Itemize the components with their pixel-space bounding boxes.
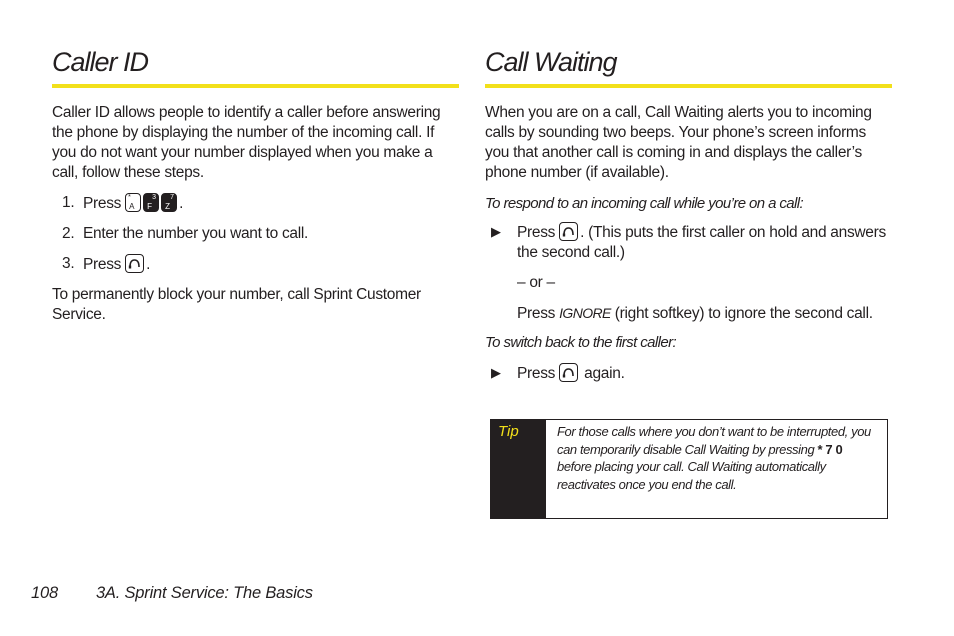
tip-text: For those calls where you don’t want to be interrupted, you can temporarily disable Call Waiting by pressing * 7 0 before placing your call. Call Waiting automatically reactivates once you end the call.: [557, 424, 871, 492]
caller-id-title: Caller ID: [52, 47, 149, 77]
respond-heading: To respond to an incoming call while you’re on a call:: [485, 195, 804, 212]
step-text: Enter the number you want to call.: [83, 225, 309, 242]
section-title: 3A. Sprint Service: The Basics: [95, 584, 313, 602]
switch-instruction: ▶ Press again.: [491, 365, 625, 382]
page-number: 108: [31, 584, 58, 602]
title-rule: [485, 84, 892, 88]
step-text: Press: [83, 256, 122, 273]
caller-id-section: [52, 46, 459, 325]
step-2: [52, 224, 459, 244]
step-number: 3.: [62, 255, 75, 272]
step-number: 2.: [62, 225, 75, 242]
triangle-bullet-icon: ▶: [491, 365, 501, 380]
step-text: Press: [83, 195, 122, 212]
talk-key-icon: [559, 363, 578, 382]
star-key-icon: * A: [125, 193, 141, 212]
talk-key-icon: [559, 222, 578, 241]
step-number: 1.: [62, 194, 75, 211]
talk-key-icon: [125, 254, 144, 273]
seven-key-icon: 7 Z: [161, 193, 177, 212]
or-separator: – or –: [517, 274, 555, 291]
page-footer: [31, 584, 313, 603]
caller-id-intro: Caller ID allows people to identify a caller before answering the phone by displaying the number of the incoming call. If you do not want your number displayed when you make a call, follow these steps.: [52, 104, 441, 181]
respond-instruction: ▶ Press . (This puts the first caller on hold and answers the second call.): [491, 224, 886, 261]
step-1: 1. Press * A 3 F 7 Z .: [62, 194, 184, 212]
call-waiting-intro: When you are on a call, Call Waiting alerts you to incoming calls by sounding two beeps. Your phone’s screen informs you that another call is coming in and displays the caller’s phone number (if available).: [485, 104, 872, 181]
ignore-instruction: Press IGNORE (right softkey) to ignore the second call.: [517, 305, 873, 322]
star-seven-zero-keys: * 7 0: [817, 441, 843, 457]
call-waiting-title: Call Waiting: [485, 47, 617, 77]
caller-id-outro: To permanently block your number, call Sprint Customer Service.: [52, 286, 421, 323]
switch-heading: To switch back to the first caller:: [485, 334, 677, 351]
three-key-icon: 3 F: [143, 193, 159, 212]
ignore-softkey-label: IGNORE: [559, 305, 611, 321]
step-3: 3. Press .: [62, 255, 151, 273]
tip-label: Tip: [491, 420, 546, 518]
call-waiting-section: [485, 46, 892, 384]
tip-box: [490, 419, 888, 519]
title-rule: [52, 84, 459, 88]
triangle-bullet-icon: ▶: [491, 224, 501, 239]
